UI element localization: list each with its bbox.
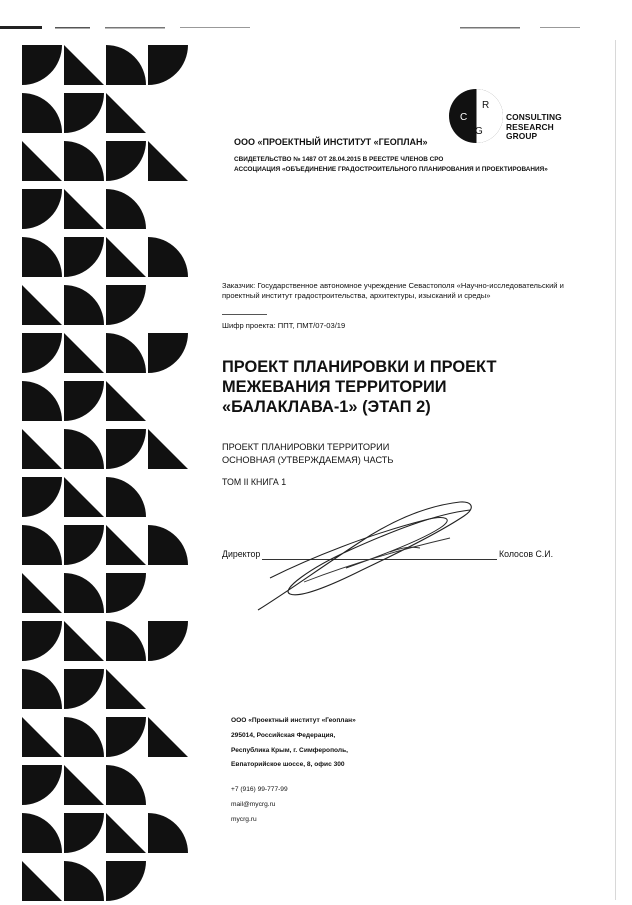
contact-website: mycrg.ru (231, 815, 257, 823)
pattern-tile (106, 813, 146, 853)
pattern-tile (64, 237, 104, 277)
pattern-tile (22, 717, 62, 757)
pattern-tile (106, 189, 146, 229)
pattern-tile (148, 621, 188, 661)
address-line-4: Евпаторийское шоссе, 8, офис 300 (231, 761, 345, 769)
pattern-tile (64, 717, 104, 757)
title-line-1: ПРОЕКТ ПЛАНИРОВКИ И ПРОЕКТ (222, 358, 497, 376)
logo-letter-c: C (460, 112, 468, 123)
pattern-tile (148, 141, 188, 181)
customer-info: Заказчик: Государственное автономное учреждение Севастополя «Научно-исследовательский и проектный институт градостроительства, архитектуры, изысканий и среды» (222, 281, 564, 300)
pattern-tile (106, 669, 146, 709)
pattern-tile (106, 381, 146, 421)
pattern-tile (106, 621, 146, 661)
pattern-tile (106, 717, 146, 757)
pattern-tile (64, 477, 104, 517)
certificate-line-2: АССОЦИАЦИЯ «ОБЪЕДИНЕНИЕ ГРАДОСТРОИТЕЛЬНОГО ПЛАНИРОВАНИЯ И ПРОЕКТИРОВАНИЯ» (234, 166, 548, 173)
pattern-tile (64, 285, 104, 325)
pattern-tile (22, 285, 62, 325)
pattern-tile (106, 237, 146, 277)
logo-letter-r: R (482, 100, 490, 111)
volume-label: ТОМ II КНИГА 1 (222, 477, 287, 487)
subtitle-line-1: ПРОЕКТ ПЛАНИРОВКИ ТЕРРИТОРИИ (222, 442, 390, 452)
director-label: Директор (222, 549, 261, 559)
pattern-tile (64, 813, 104, 853)
pattern-tile (64, 141, 104, 181)
pattern-tile (22, 333, 62, 373)
pattern-tile (22, 93, 62, 133)
pattern-tile (22, 429, 62, 469)
title-line-3: «БАЛАКЛАВА-1» (ЭТАП 2) (222, 398, 431, 416)
pattern-tile (64, 93, 104, 133)
pattern-tile (22, 477, 62, 517)
certificate-line-1: СВИДЕТЕЛЬСТВО № 1487 ОТ 28.04.2015 В РЕЕСТРЕ ЧЛЕНОВ СРО (234, 156, 444, 163)
project-cipher: Шифр проекта: ППТ, ПМТ/07-03/19 (222, 321, 346, 330)
pattern-tile (22, 189, 62, 229)
pattern-tile (64, 381, 104, 421)
address-block (231, 714, 356, 773)
pattern-tile (106, 285, 146, 325)
logo-line-2: RESEARCH (506, 121, 554, 132)
pattern-tile (22, 237, 62, 277)
pattern-tile (64, 765, 104, 805)
pattern-tile (22, 621, 62, 661)
decorative-pattern (22, 45, 192, 905)
contact-block (231, 783, 288, 827)
pattern-tile (106, 477, 146, 517)
pattern-tile (22, 669, 62, 709)
contact-email: mail@mycrg.ru (231, 800, 276, 808)
logo-line-3: GROUP (506, 131, 538, 141)
contact-phone: +7 (916) 99-777-99 (231, 786, 288, 793)
pattern-tile (106, 429, 146, 469)
pattern-tile (22, 765, 62, 805)
pattern-tile (64, 861, 104, 901)
pattern-tile (22, 861, 62, 901)
logo-letter-g: G (475, 126, 483, 137)
title-line-2: МЕЖЕВАНИЯ ТЕРРИТОРИИ (222, 378, 447, 396)
organization-name: ООО «ПРОЕКТНЫЙ ИНСТИТУТ «ГЕОПЛАН» (234, 137, 428, 147)
document-subtitle (222, 441, 393, 466)
pattern-tile (106, 765, 146, 805)
pattern-tile (106, 573, 146, 613)
pattern-tile (22, 141, 62, 181)
pattern-tile (106, 861, 146, 901)
pattern-tile (22, 381, 62, 421)
pattern-tile (64, 669, 104, 709)
pattern-tile (106, 141, 146, 181)
certificate-info (234, 155, 614, 175)
subtitle-line-2: ОСНОВНАЯ (УТВЕРЖДАЕМАЯ) ЧАСТЬ (222, 454, 394, 465)
pattern-tile (148, 525, 188, 565)
pattern-tile (106, 333, 146, 373)
pattern-tile (64, 573, 104, 613)
document-title (222, 357, 582, 417)
pattern-tile (64, 333, 104, 373)
pattern-tile (64, 189, 104, 229)
pattern-tile (22, 45, 62, 85)
director-name: Колосов С.И. (499, 549, 554, 559)
pattern-tile (22, 813, 62, 853)
top-edge-marks (0, 24, 632, 32)
pattern-tile (148, 429, 188, 469)
address-line-2: 295014, Российская Федерация, (231, 731, 336, 739)
page-edge-line (615, 40, 616, 900)
logo-line-1: CONSULTING (506, 112, 562, 122)
address-line-3: Республика Крым, г. Симферополь, (231, 746, 348, 754)
pattern-tile (106, 525, 146, 565)
pattern-tile (64, 45, 104, 85)
logo-wordmark (506, 113, 562, 142)
pattern-tile (64, 621, 104, 661)
pattern-tile (106, 93, 146, 133)
customer-divider (222, 314, 267, 315)
pattern-tile (106, 45, 146, 85)
handwritten-signature (250, 498, 480, 616)
pattern-tile (148, 237, 188, 277)
pattern-tile (22, 573, 62, 613)
pattern-tile (22, 525, 62, 565)
pattern-tile (148, 333, 188, 373)
pattern-tile (148, 813, 188, 853)
pattern-tile (64, 525, 104, 565)
pattern-tile (148, 45, 188, 85)
pattern-tile (64, 429, 104, 469)
address-line-1: ООО «Проектный институт «Геоплан» (231, 717, 356, 724)
pattern-tile (148, 717, 188, 757)
